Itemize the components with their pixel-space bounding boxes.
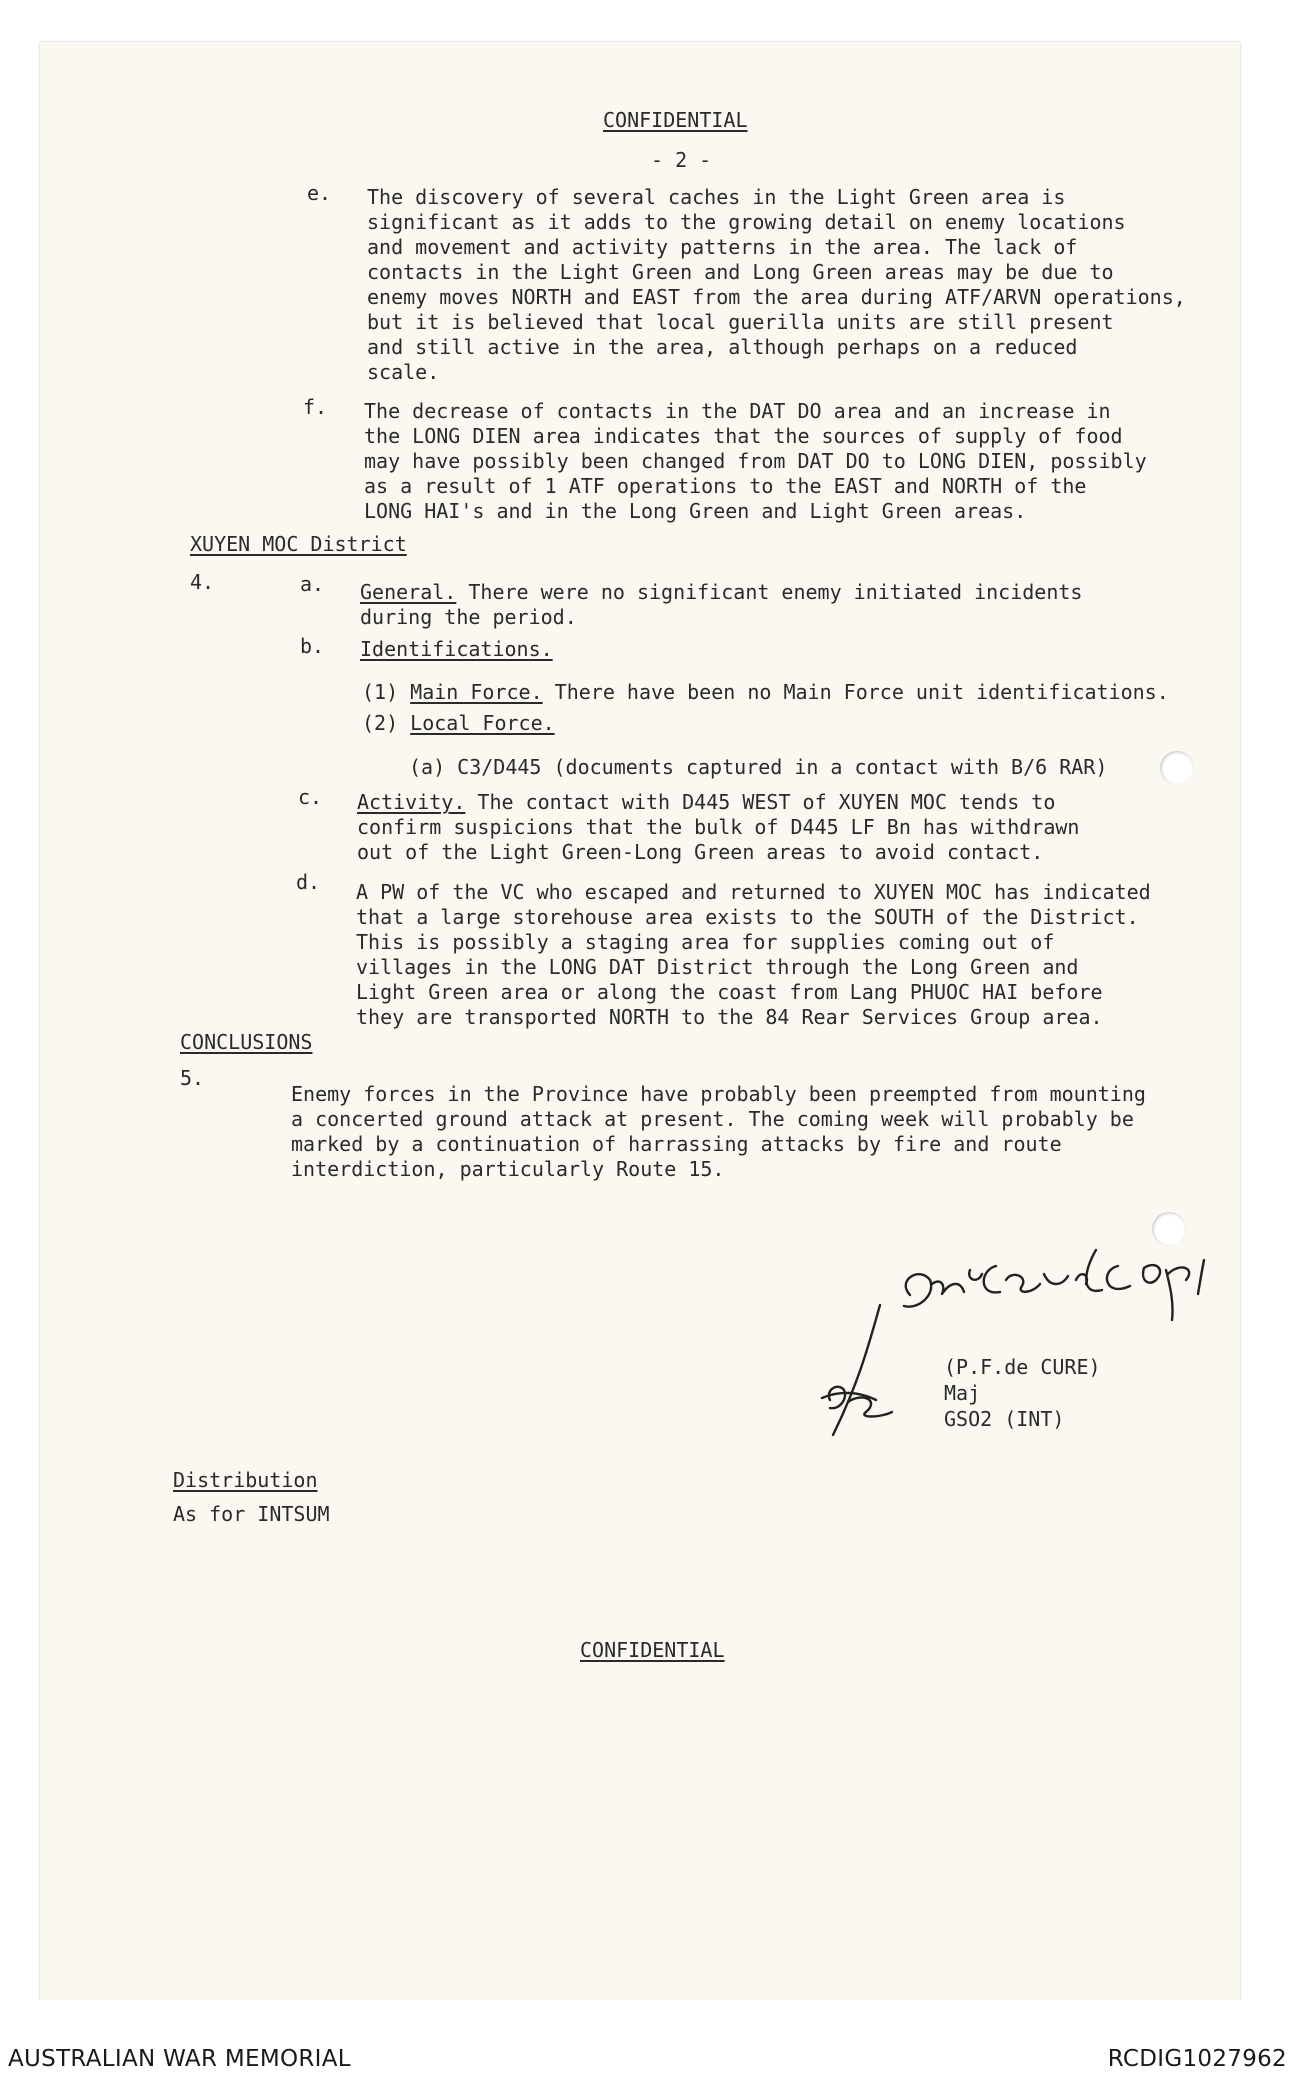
item-b-label: b. <box>300 634 325 658</box>
item-d-line: that a large storehouse area exists to the SOUTH of the District. <box>356 905 1139 929</box>
section-number-5: 5. <box>180 1066 205 1090</box>
conclusions-line: marked by a continuation of harrassing attacks by fire and route <box>291 1132 1062 1156</box>
section-number-4: 4. <box>190 570 215 594</box>
signatory-position: GSO2 (INT) <box>944 1407 1065 1431</box>
classification-header: CONFIDENTIAL <box>603 108 748 132</box>
item-d-line: villages in the LONG DAT District through the Long Green and <box>356 955 1079 979</box>
para-e-line: and still active in the area, although perhaps on a reduced <box>367 335 1078 359</box>
district-heading: XUYEN MOC District <box>190 532 407 556</box>
local-force-item: (a) C3/D445 (documents captured in a contact with B/6 RAR) <box>409 755 1108 779</box>
distribution-text: As for INTSUM <box>173 1502 330 1526</box>
main-force-title: Main Force. <box>410 680 543 704</box>
para-f-line: the LONG DIEN area indicates that the sources of supply of food <box>364 424 1123 448</box>
local-force-number: (2) <box>362 711 399 735</box>
signatory-name: (P.F.de CURE) <box>944 1355 1101 1379</box>
local-force-title: Local Force. <box>410 711 555 735</box>
conclusions-line: Enemy forces in the Province have probably been preempted from mounting <box>291 1082 1146 1106</box>
conclusions-line: a concerted ground attack at present. The coming week will probably be <box>291 1107 1134 1131</box>
para-f-line: may have possibly been changed from DAT DO to LONG DIEN, possibly <box>364 449 1147 473</box>
main-force-line <box>362 680 1169 705</box>
para-e-label: e. <box>307 181 332 205</box>
item-a-label: a. <box>300 572 325 596</box>
punch-hole-upper <box>1160 751 1194 785</box>
para-f-line: The decrease of contacts in the DAT DO area and an increase in <box>364 399 1111 423</box>
para-f-label: f. <box>303 395 328 419</box>
conclusions-line: interdiction, particularly Route 15. <box>291 1157 725 1181</box>
para-e-line: The discovery of several caches in the Light Green area is <box>367 185 1066 209</box>
para-e-line: scale. <box>367 360 440 384</box>
distribution-heading: Distribution <box>173 1468 318 1492</box>
para-e-line: but it is believed that local guerilla units are still present <box>367 310 1114 334</box>
item-d-label: d. <box>296 870 321 894</box>
item-b-title: Identifications. <box>360 637 553 661</box>
classification-footer: CONFIDENTIAL <box>580 1638 725 1662</box>
item-d-line: Light Green area or along the coast from Lang PHUOC HAI before <box>356 980 1103 1004</box>
item-c-title: Activity. <box>357 790 466 814</box>
main-force-text: There have been no Main Force unit identifications. <box>542 680 1169 704</box>
item-d-line: they are transported NORTH to the 84 Rear Services Group area. <box>356 1005 1103 1029</box>
local-force-line <box>362 711 555 736</box>
item-d-line: This is possibly a staging area for supplies coming out of <box>356 930 1055 954</box>
para-f-line: as a result of 1 ATF operations to the EAST and NORTH of the <box>364 474 1087 498</box>
conclusions-heading: CONCLUSIONS <box>180 1030 313 1054</box>
item-a-line-1 <box>360 580 1082 605</box>
item-d-line: A PW of the VC who escaped and returned to XUYEN MOC has indicated <box>356 880 1151 904</box>
para-f-line: LONG HAI's and in the Long Green and Light Green areas. <box>364 499 1027 523</box>
item-c-label: c. <box>298 785 323 809</box>
para-e-line: and movement and activity patterns in the area. The lack of <box>367 235 1078 259</box>
archive-id: RCDIG1027962 <box>1107 2046 1287 2072</box>
item-c-line: out of the Light Green-Long Green areas to avoid contact. <box>357 840 1044 864</box>
item-c-line-1 <box>357 790 1055 815</box>
main-force-number: (1) <box>362 680 399 704</box>
para-e-line: contacts in the Light Green and Long Green areas may be due to <box>367 260 1114 284</box>
item-a-line-2: during the period. <box>360 605 577 629</box>
item-a-title: General. <box>360 580 457 604</box>
signatory-rank: Maj <box>944 1381 981 1405</box>
para-e-line: significant as it adds to the growing detail on enemy locations <box>367 210 1126 234</box>
item-c-line: confirm suspicions that the bulk of D445 LF Bn has withdrawn <box>357 815 1080 839</box>
item-a-text: There were no significant enemy initiated incidents <box>456 580 1083 604</box>
archive-name: AUSTRALIAN WAR MEMORIAL <box>8 2046 351 2072</box>
item-c-text: The contact with D445 WEST of XUYEN MOC tends to <box>465 790 1056 814</box>
page-number: - 2 - <box>651 148 712 172</box>
para-e-line: enemy moves NORTH and EAST from the area during ATF/ARVN operations, <box>367 285 1186 309</box>
